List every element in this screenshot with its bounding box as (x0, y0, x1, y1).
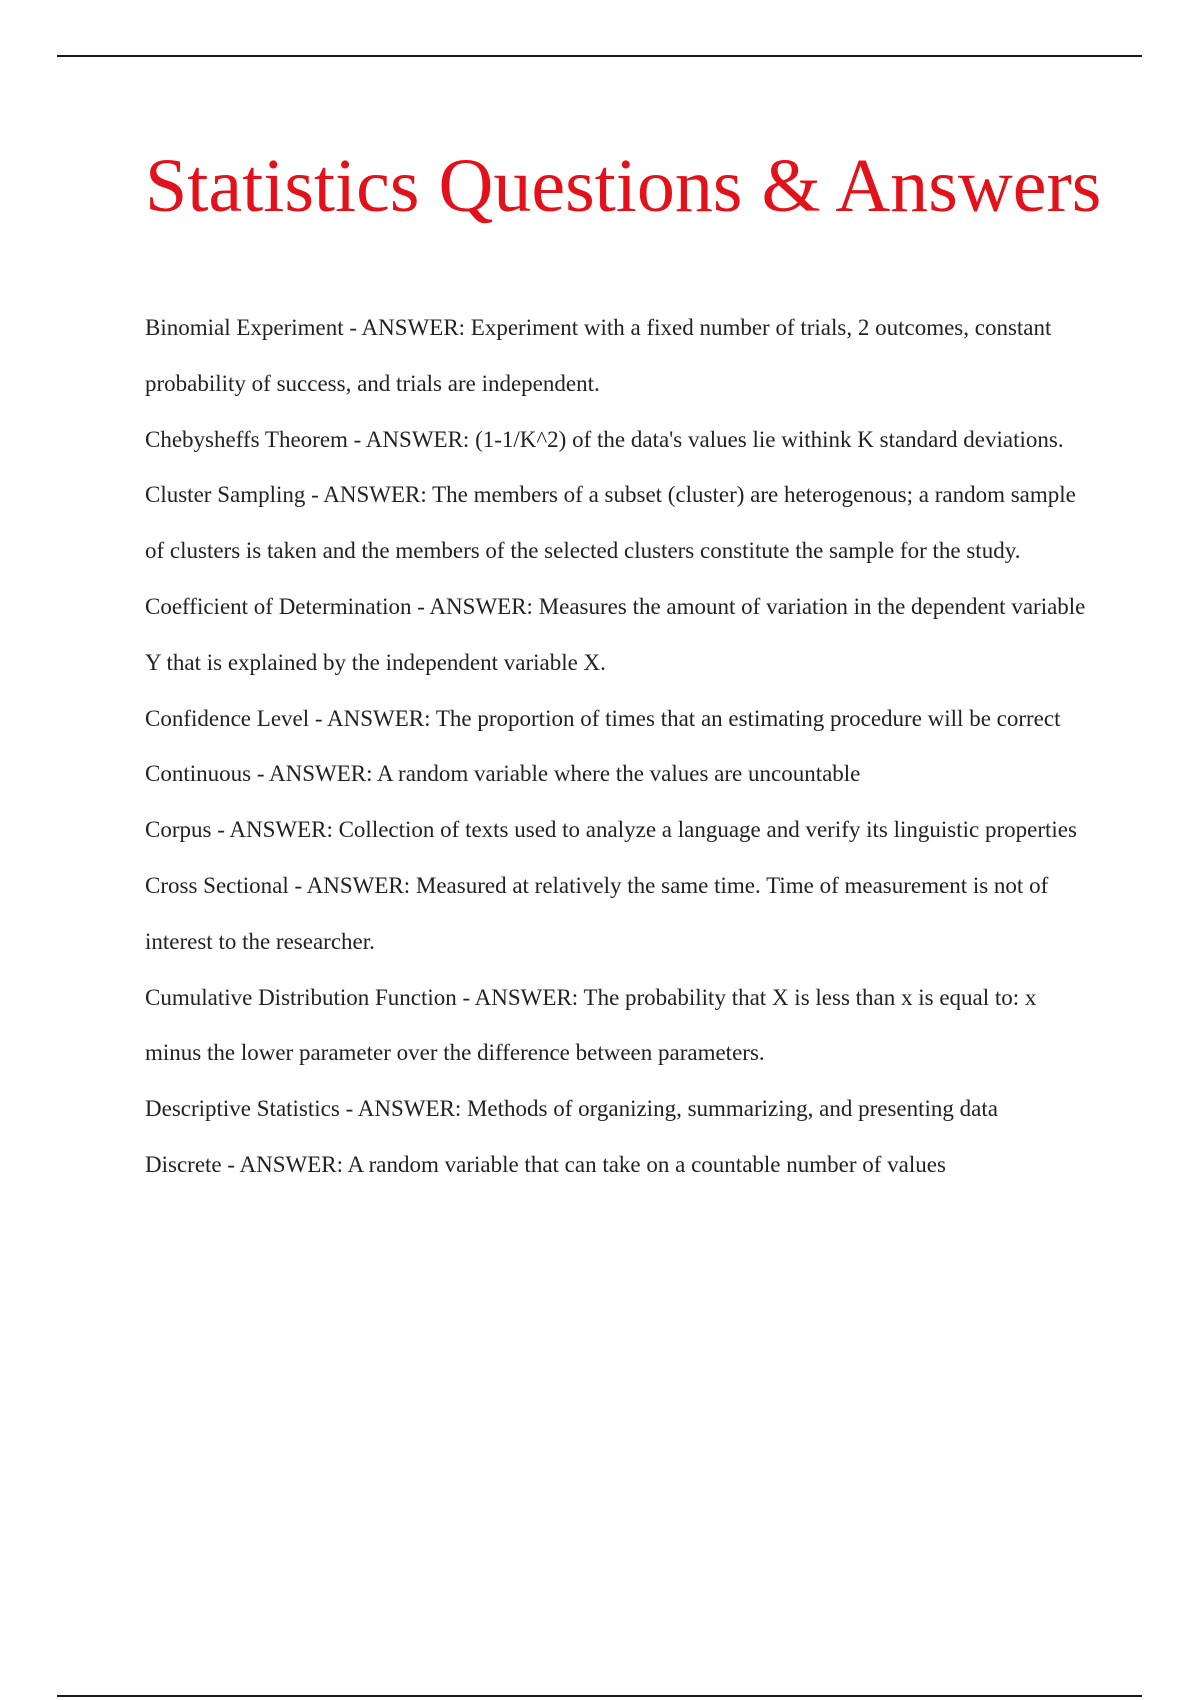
entry-definition: The probability that X is less than x is equal to: x minus the lower parameter over the difference between parameters. (145, 984, 1037, 1066)
entry-term: Chebysheffs Theorem (145, 426, 348, 452)
entry-separator: - ANSWER: (211, 817, 339, 843)
entry-definition: A random variable that can take on a countable number of values (347, 1151, 946, 1177)
qa-entry-continuous (145, 746, 1090, 802)
qa-entry-discrete (145, 1137, 1090, 1193)
entry-definition: Methods of organizing, summarizing, and presenting data (466, 1096, 998, 1122)
entry-definition: The members of a subset (cluster) are heterogenous; a random sample of clusters is taken and the members of the selected clusters constitute the sample for the study. (145, 482, 1076, 564)
entry-separator: - ANSWER: (288, 872, 416, 898)
entry-definition: Measures the amount of variation in the dependent variable Y that is explained by the independent variable X. (145, 593, 1086, 675)
entry-separator: - ANSWER: (305, 482, 433, 508)
entry-separator: - ANSWER: (343, 315, 471, 340)
entry-separator: - ANSWER: (411, 593, 539, 619)
page-title: Statistics Questions & Answers (145, 144, 1102, 228)
entry-separator: - ANSWER: (456, 984, 584, 1010)
qa-entry-corpus (145, 802, 1090, 858)
entry-term: Confidence Level (145, 705, 310, 731)
bottom-divider (57, 1695, 1142, 1697)
entry-term: Cluster Sampling (145, 482, 306, 508)
entry-separator: - ANSWER: (339, 1096, 467, 1122)
entry-definition: Measured at relatively the same time. Time of measurement is not of interest to the researcher. (145, 872, 1049, 954)
entry-separator: - ANSWER: (309, 705, 436, 731)
entry-term: Binomial Experiment (145, 315, 344, 340)
entry-term: Continuous (145, 761, 252, 787)
qa-entry-descriptive-statistics (145, 1081, 1090, 1137)
entry-definition: A random variable where the values are uncountable (376, 761, 861, 787)
entry-definition: Collection of texts used to analyze a language and verify its linguistic properties (338, 817, 1077, 843)
entry-term: Discrete (145, 1151, 222, 1177)
entry-separator: - ANSWER: (221, 1151, 348, 1177)
entry-separator: - ANSWER: (251, 761, 377, 787)
qa-entry-chebysheffs-theorem (145, 412, 1090, 468)
entry-term: Cross Sectional (145, 872, 289, 898)
entry-term: Corpus (145, 817, 212, 843)
qa-entry-coefficient-of-determination (145, 579, 1090, 691)
entry-term: Cumulative Distribution Function (145, 984, 457, 1010)
entry-separator: - ANSWER: (347, 426, 476, 452)
entry-definition: Experiment with a fixed number of trials, 2 outcomes, constant probability of success, and trials are independent. (145, 315, 1052, 396)
qa-entry-binomial-experiment (145, 300, 1090, 412)
entry-definition: The proportion of times that an estimating procedure will be correct (435, 705, 1061, 731)
entry-term: Coefficient of Determination (145, 593, 412, 619)
qa-entry-confidence-level (145, 691, 1090, 747)
qa-entry-cumulative-distribution-function (145, 970, 1090, 1082)
entry-definition: (1-1/K^2) of the data's values lie withink K standard deviations. (475, 426, 1064, 452)
qa-entry-cluster-sampling (145, 467, 1090, 579)
qa-list (145, 300, 1090, 1193)
entry-term: Descriptive Statistics (145, 1096, 340, 1122)
top-divider (57, 55, 1142, 57)
qa-entry-cross-sectional (145, 858, 1090, 970)
